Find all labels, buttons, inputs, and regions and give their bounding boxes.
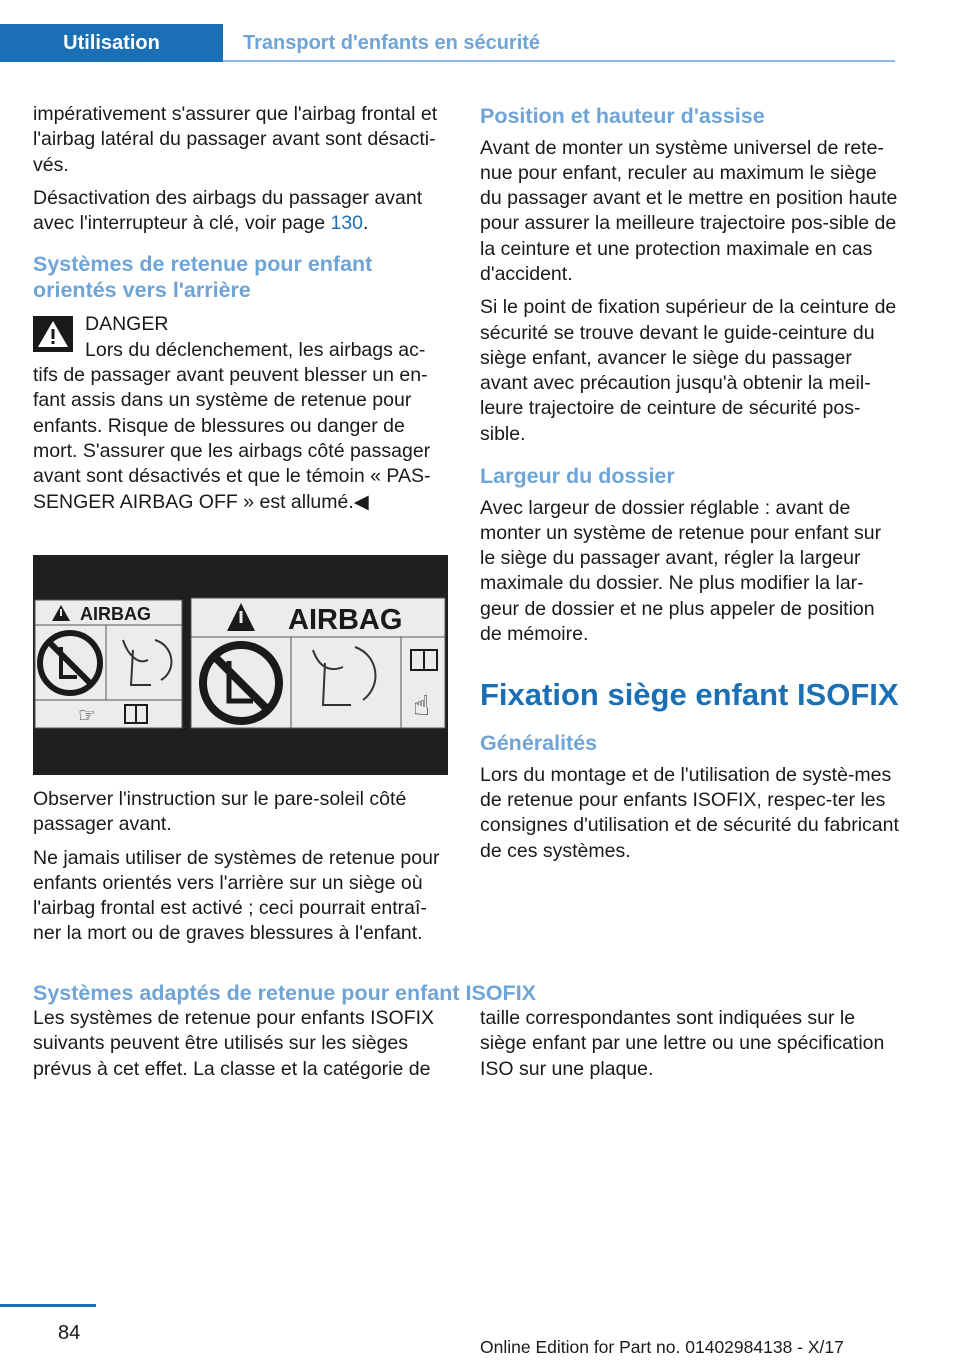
subheading-general: Généralités	[480, 731, 598, 756]
tab-utilisation[interactable]: Utilisation	[0, 24, 223, 62]
paragraph-warning: Ne jamais utiliser de systèmes de retenue pour enfants orientés vers l'arrière sur un siège où l'airbag frontal est activé ; ceci pourrait entraî‐ner la mort ou de graves blessures à l'enfant.	[33, 846, 440, 945]
footer-edition: Online Edition for Part no. 01402984138 - X/17	[480, 1337, 844, 1357]
paragraph-airbag-deactivation	[33, 186, 451, 237]
subheading-isofix-systems: Systèmes adaptés de retenue pour enfant ISOFIX	[33, 981, 537, 1005]
footer-accent-bar	[0, 1304, 96, 1307]
header-divider	[223, 60, 895, 62]
paragraph: Avec largeur de dossier réglable : avant de monter un système de retenue pour enfant sur le siège du passager avant, régler la largeur maximale du dossier. Ne plus modifier la lar‐geur de dossier et ne plus appeler de position de mémoire.	[480, 496, 882, 646]
bottom-right-text: taille correspondantes sont indiquées sur le siège enfant par une lettre ou une spécification ISO sur une plaque.	[480, 1007, 885, 1080]
subheading-seat-position: Position et hauteur d'assise	[480, 104, 765, 128]
page-link[interactable]: 130	[330, 212, 364, 235]
paragraph: Avant de monter un système universel de rete‐nue pour enfant, reculer au maximum le siège du passager avant et le mettre en position haute pour assurer la meilleure trajectoire pos‐sible de la ceinture et une protection maximale en cas d'accident.	[480, 136, 898, 285]
left-column	[33, 102, 451, 515]
section-title-isofix: Fixation siège enfant ISOFIX	[480, 677, 899, 713]
paragraph-text: Désactivation des airbags du passager avant avec l'interrupteur à clé, voir page	[33, 186, 423, 235]
subheading-rear-facing: Systèmes de retenue pour enfant orientés vers l'arrière	[33, 252, 373, 302]
large-label-text: AIRBAG	[288, 604, 403, 636]
paragraph: impérativement s'assurer que l'airbag frontal et l'airbag latéral du passager avant sont désacti‐vés.	[33, 103, 438, 176]
header-bar	[0, 24, 895, 62]
paragraph: Lors du montage et de l'utilisation de systè‐mes de retenue pour enfants ISOFIX, respec‐ter les consignes d'utilisation et de sécurité du fabricant de ces systèmes.	[480, 763, 899, 862]
paragraph-sun-visor: Observer l'instruction sur le pare-soleil côté passager avant.	[33, 788, 407, 836]
page-number: 84	[58, 1322, 81, 1344]
warning-triangle-icon	[33, 316, 73, 352]
small-label-text: AIRBAG	[80, 604, 151, 624]
subheading-backrest-width: Largeur du dossier	[480, 464, 675, 489]
svg-text:☝: ☝	[413, 689, 431, 722]
danger-notice	[33, 312, 451, 514]
right-column	[480, 104, 900, 872]
airbag-label-photo	[33, 555, 448, 775]
left-column-lower	[33, 787, 451, 955]
paragraph: Si le point de fixation supérieur de la ceinture de sécurité se trouve devant le guide-ceinture du siège enfant, avancer le siège du passager avant avec précaution jusqu'à obtenir la meil‐leure trajectoire de ceinture de sécurité pos‐sible.	[480, 296, 897, 445]
danger-first-line: Lors du déclenchement, les airbags ac‐	[85, 338, 426, 361]
airbag-warning-labels-illustration	[33, 555, 448, 775]
svg-text:☞: ☞	[78, 703, 96, 727]
tab-section-title[interactable]: Transport d'enfants en sécurité	[243, 32, 541, 54]
danger-label: DANGER	[85, 313, 169, 336]
bottom-left-text: Les systèmes de retenue pour enfants ISOFIX suivants peuvent être utilisés sur les sièges prévus à cet effet. La classe et la catégorie de	[33, 1007, 435, 1080]
paragraph-end: .	[363, 212, 369, 235]
danger-text: tifs de passager avant peuvent blesser un en‐fant assis dans un système de retenue pour enfants. Risque de blessures ou danger de mort. S'assurer que les airbags côté passager avant sont désactivés et que le témoin « PAS‐SENGER AIRBAG OFF » est allumé.◀	[33, 364, 431, 513]
